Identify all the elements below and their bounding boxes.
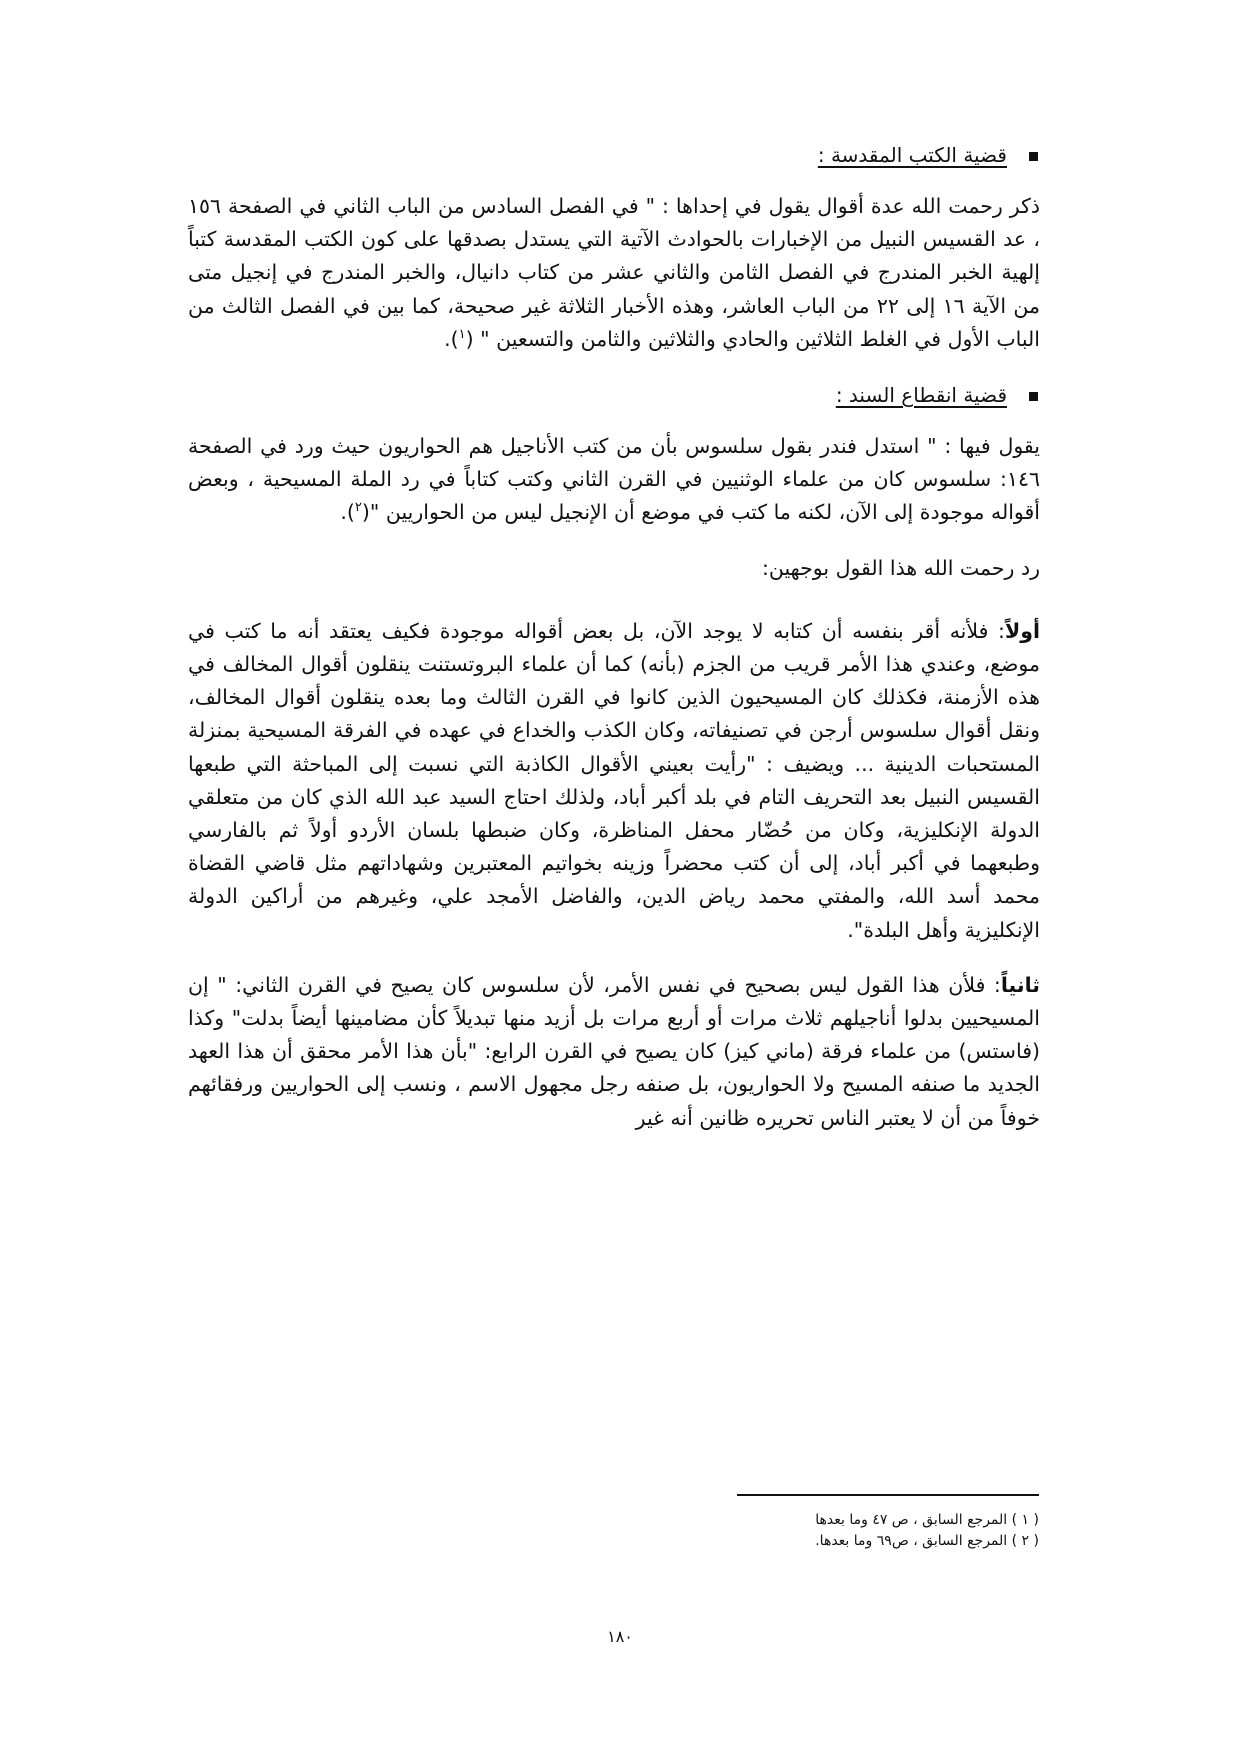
paragraph-text: : فلأن هذا القول ليس بصحيح في نفس الأمر، لأن سلسوس كان يصيح في القرن الثاني: " إن المسيحيين بدلوا أناجيلهم ثلاث مرات أو أربع مرات بل أزيد منها تبديلاً كأن مضامينها أيضاً بدلت" وكذا (فاستس) من علماء فرقة (ماني كيز) كان يصيح في القرن الرابع: "بأن هذا الأمر محقق أن هذا العهد الجديد ما صنفه المسيح ولا الحواريون، بل صنفه رجل مجهول الاسم ، ونسب إلى الحواريين ورفقائهم خوفاً من أن لا يعتبر الناس تحريره ظانين أنه غير: [188, 972, 1040, 1130]
heading-text: قضية انقطاع السند :: [835, 383, 1007, 408]
footnote-1: ( ١ ) المرجع السابق ، ص ٤٧ وما بعدها: [815, 1512, 1039, 1528]
paragraph-first: [188, 615, 1040, 947]
bullet-icon: [1029, 152, 1038, 161]
footnote-text: المرجع السابق ، ص ٤٧ وما بعدها: [815, 1512, 1008, 1528]
reply-intro: رد رحمت الله هذا القول بوجهين:: [761, 555, 1040, 580]
paragraph-second: [188, 969, 1040, 1135]
paragraph-text: يقول فيها : " استدل فندر بقول سلسوس بأن من كتب الأناجيل هم الحواريون حيث ورد في الصفحة ١٤٦: سلسوس كان من علماء الوثنيين في القرن الثاني وكتب كتاباً في رد الملة المسيحية ، وبعض أقواله موجودة إلى الآن، لكنه ما كتب في موضع أن الإنجيل ليس من الحواريين "(: [188, 434, 1040, 525]
footnote-text: المرجع السابق ، ص٦٩ وما بعدها.: [815, 1533, 1008, 1549]
paragraph-end: ).: [340, 500, 355, 525]
footnote-ref-1: ١: [458, 326, 466, 342]
footnote-number: ١: [1021, 1512, 1030, 1528]
footnote-separator: [737, 1494, 1039, 1496]
paragraph-text: : فلأنه أقر بنفسه أن كتابه لا يوجد الآن، بل بعض أقواله موجودة فكيف يعتقد أنه ما كتب في موضع، وعندي هذا الأمر قريب من الجزم (بأنه) كما أن علماء البروتستنت ينقلون أقوال المخالف في هذه الأزمنة، فكذلك كان المسيحيون الذين كانوا في القرن الثالث وما بعده ينقلون أقوال المخالف، ونقل أقوال سلسوس أرجن في تصنيفاته، وكان الكذب والخداع في عهده في الفرقة المسيحية بمنزلة المستحبات الدينية ... ويضيف : "رأيت بعيني الأقوال الكاذبة التي نسبت إلى المباحثة التي طبعها القسيس النبيل بعد التحريف التام في بلد أكبر أباد، ولذلك احتاج السيد عبد الله الذي كان من متعلقي الدولة الإنكليزية، وكان من حُضّار محفل المناظرة، وكان ضبطها بلسان الأردو أولاً ثم بالفارسي وطبعهما في أكبر أباد، إلى أن كتب محضراً وزينه بخواتيم المعتبرين وشهاداتهم مثل قاضي القضاة محمد أسد الله، والمفتي محمد رياض الدين، والفاضل الأمجد علي، وغيرهم من أراكين الدولة الإنكليزية وأهل البلدة".: [188, 618, 1040, 942]
bullet-icon: [1029, 392, 1038, 401]
section-heading-scriptures: [188, 138, 1040, 172]
footnotes: [190, 1494, 1039, 1552]
section-heading-chain: [188, 378, 1040, 412]
point-label-first: أولاً: [1004, 618, 1040, 643]
paragraph-chain: [188, 430, 1040, 530]
paragraph-end: ).: [444, 326, 459, 351]
footnote-2: ( ٢ ) المرجع السابق ، ص٦٩ وما بعدها.: [815, 1533, 1039, 1549]
document-body: [188, 138, 1040, 1157]
point-label-second: ثانياً: [1000, 972, 1040, 997]
page-number: ١٨٠: [607, 1627, 633, 1646]
heading-text: قضية الكتب المقدسة :: [817, 143, 1007, 167]
footnote-ref-2: ٢: [354, 500, 362, 516]
paragraph-text: ذكر رحمت الله عدة أقوال يقول في إحداها : " في الفصل السادس من الباب الثاني في الصفحة ١٥٦ ، عد القسيس النبيل من الإخبارات بالحوادث الآتية التي يستدل بصدقها على كون الكتب المقدسة كتباً إلهية الخبر المندرج في الفصل الثامن والثاني عشر من كتاب دانيال، والخبر المندرج في إنجيل متى من الآية ١٦ إلى ٢٢ من الباب العاشر، وهذه الأخبار الثلاثة غير صحيحة، كما بين في الفصل الثالث من الباب الأول في الغلط الثلاثين والحادي والثلاثين والثامن والتسعين " (: [188, 194, 1040, 351]
footnote-number: ٢: [1021, 1533, 1030, 1549]
paragraph-scriptures: [188, 190, 1040, 356]
